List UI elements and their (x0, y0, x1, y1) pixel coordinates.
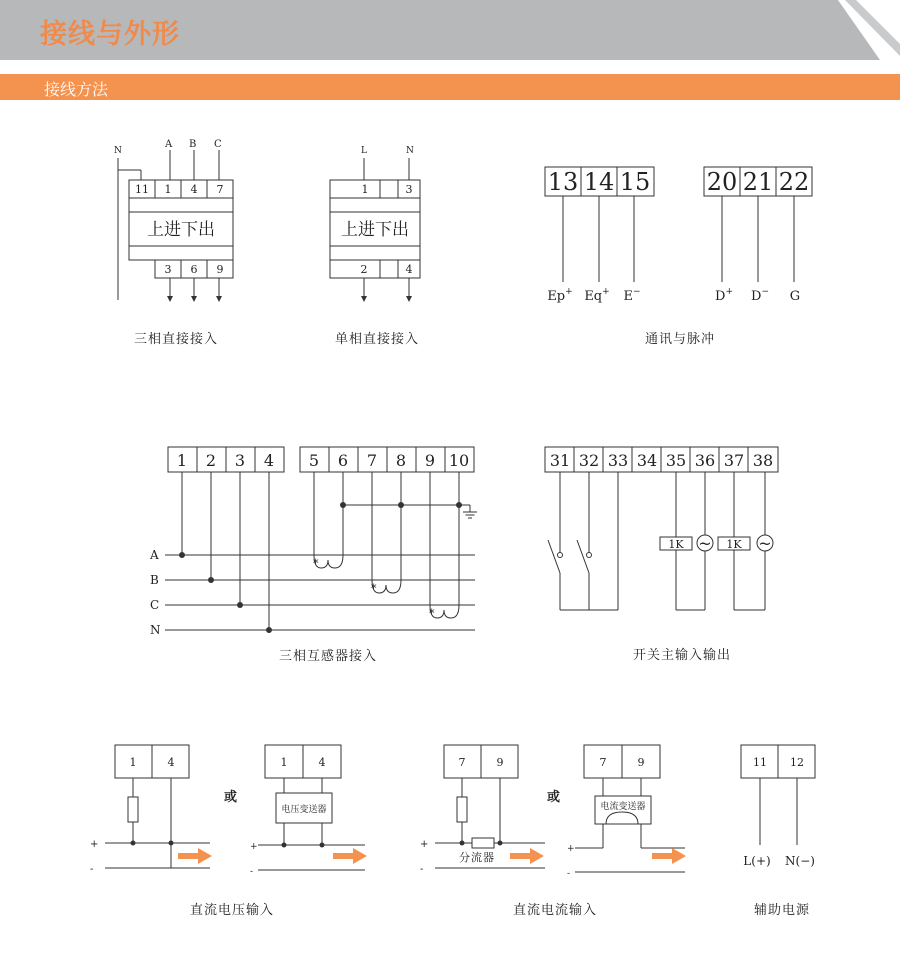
resistor-label: 1K (668, 538, 684, 551)
transmitter-label: 电流变送器 (600, 802, 646, 812)
comm-pulse-text (547, 168, 809, 347)
terminal-number: 14 (583, 168, 615, 196)
terminal-number: 32 (578, 451, 600, 470)
caption-aux-power: 辅助电源 (753, 903, 811, 918)
phase-label: L (361, 146, 367, 156)
caption-transformer: 三相互感器接入 (278, 649, 378, 664)
line-label: B (150, 573, 159, 587)
polarity-label: + (567, 844, 575, 854)
terminal-number: 7 (458, 756, 466, 769)
polarity-mark: * (429, 607, 435, 620)
signal-label: E− (623, 287, 641, 304)
terminal-number: 20 (706, 168, 738, 196)
polarity-label: + (420, 839, 429, 850)
terminal-number: 1 (164, 183, 172, 196)
terminal-number: 2 (360, 263, 368, 276)
page-title: 接线与外形 (40, 19, 180, 50)
caption-comm-pulse: 通讯与脉冲 (644, 332, 716, 347)
dc-current-text (420, 756, 646, 918)
terminal-number: 38 (752, 451, 774, 470)
polarity-label: - (567, 869, 571, 879)
caption-three-phase-direct: 三相直接接入 (133, 332, 219, 347)
header-corner-decoration (838, 0, 900, 60)
terminal-number: 31 (549, 451, 571, 470)
terminal-number: 6 (337, 451, 349, 470)
terminal-number: 13 (547, 168, 579, 196)
aux-power-text (743, 756, 815, 918)
polarity-mark: * (371, 582, 377, 595)
signal-label: D− (751, 287, 769, 304)
signal-label: Ep+ (547, 287, 573, 304)
terminal-number: 34 (636, 451, 658, 470)
polarity-label: + (250, 842, 258, 852)
terminal-number: 7 (366, 451, 378, 470)
phase-label: N (114, 146, 122, 156)
terminal-number: 35 (665, 451, 687, 470)
terminal-number: 9 (637, 756, 645, 769)
terminal-number: 11 (753, 756, 767, 769)
switch-io-diagram (545, 447, 778, 610)
or-label: 或 (223, 790, 239, 805)
terminal-number: 11 (135, 183, 149, 196)
line-label: N (150, 623, 161, 637)
terminal-number: 4 (190, 183, 198, 196)
terminal-number: 9 (424, 451, 436, 470)
polarity-label: - (420, 864, 424, 875)
box-label: 上进下出 (341, 220, 409, 240)
terminal-number: 9 (496, 756, 504, 769)
terminal-number: 4 (263, 451, 275, 470)
terminal-number: 37 (723, 451, 745, 470)
signal-label: G (789, 289, 801, 304)
signal-label: D+ (715, 287, 733, 304)
transmitter-label: 电压变送器 (281, 805, 327, 815)
line-label: A (150, 548, 159, 562)
terminal-number: 3 (405, 183, 413, 196)
terminal-number: 21 (742, 168, 774, 196)
terminal-number: 3 (164, 263, 172, 276)
terminal-number: 8 (395, 451, 407, 470)
phase-label: C (214, 139, 222, 150)
polarity-mark: * (313, 557, 319, 570)
terminal-number: 1 (129, 756, 137, 769)
terminal-number: 6 (190, 263, 198, 276)
transformer-connection-diagram (165, 447, 477, 630)
terminal-number: 10 (448, 451, 470, 470)
caption-dc-current: 直流电流输入 (512, 903, 598, 918)
terminal-number: 22 (778, 168, 810, 196)
terminal-number: 4 (167, 756, 175, 769)
resistor-label: 1K (726, 538, 742, 551)
power-label: L(+) (743, 854, 771, 868)
polarity-label: - (90, 864, 94, 875)
transformer-text (149, 451, 469, 664)
terminal-number: 1 (361, 183, 369, 196)
terminal-number: 1 (280, 756, 288, 769)
caption-switch-io: 开关主输入输出 (632, 648, 732, 663)
terminal-number: 7 (599, 756, 607, 769)
caption-single-phase-direct: 单相直接接入 (334, 332, 420, 347)
terminal-number: 4 (405, 263, 413, 276)
phase-label: N (406, 146, 414, 156)
phase-label: B (189, 139, 197, 150)
shunt-label: 分流器 (459, 851, 495, 864)
dc-voltage-text (90, 756, 327, 918)
signal-label: Eq+ (584, 287, 610, 304)
phase-label: A (165, 139, 173, 150)
terminal-number: 33 (607, 451, 629, 470)
terminal-number: 9 (216, 263, 224, 276)
ac-source-icon: ~ (698, 534, 712, 553)
power-label: N(−) (785, 854, 815, 868)
line-label: C (150, 598, 160, 612)
terminal-number: 5 (308, 451, 320, 470)
terminal-number: 7 (216, 183, 224, 196)
polarity-label: - (250, 867, 254, 877)
or-label: 或 (546, 790, 562, 805)
section-title: 接线方法 (44, 80, 109, 99)
caption-dc-voltage: 直流电压输入 (189, 903, 275, 918)
terminal-number: 36 (694, 451, 716, 470)
box-label: 上进下出 (147, 220, 215, 240)
ac-source-icon: ~ (758, 534, 772, 553)
terminal-number: 4 (318, 756, 326, 769)
terminal-number: 15 (619, 168, 651, 196)
terminal-number: 1 (176, 451, 188, 470)
polarity-label: + (90, 839, 99, 850)
terminal-number: 12 (790, 756, 804, 769)
terminal-number: 3 (234, 451, 246, 470)
terminal-number: 2 (205, 451, 217, 470)
